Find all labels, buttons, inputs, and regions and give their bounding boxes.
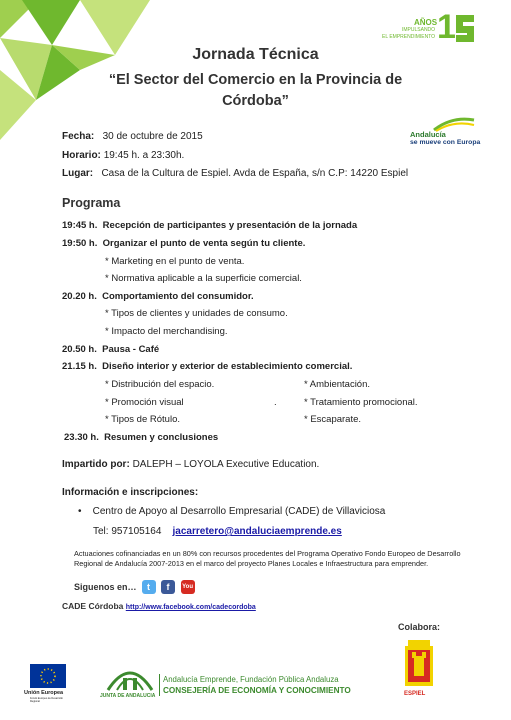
- programa-text: Diseño interior y exterior de establecimiento comercial.: [102, 361, 353, 372]
- lugar-value: Casa de la Cultura de Espiel. Avda de España, s/n C.P: 14220 Espiel: [101, 168, 409, 179]
- impartido-value: DALEPH – LOYOLA Executive Education.: [132, 459, 320, 470]
- programa-row-2: [62, 238, 305, 249]
- bullet-dot: •: [78, 506, 82, 517]
- junta-logo: [100, 660, 160, 704]
- anos-zero-shape: [454, 12, 476, 44]
- colabora-label: Colabora:: [398, 622, 441, 632]
- cofinanciadas-line2: Regional de Andalucía 2007-2013 en el marco del proyecto Planes Locales e Infraestructura para emprender.: [74, 558, 429, 568]
- horario-row: [62, 150, 184, 161]
- andalucia-logo-line1: Andalucía: [410, 130, 446, 139]
- programa-bullet: * Distribución del espacio.: [105, 379, 215, 390]
- programa-time: 23.30 h.: [64, 432, 99, 443]
- impartido-row: [62, 459, 319, 470]
- ae-line2: CONSEJERÍA DE ECONOMÍA Y CONOCIMIENTO: [163, 686, 351, 695]
- horario-label: Horario:: [62, 150, 101, 161]
- page-subtitle: [0, 70, 511, 112]
- andalucia-emprende-logo: [163, 675, 351, 695]
- programa-row-3: [62, 291, 254, 302]
- espiel-shield-icon: [402, 640, 436, 690]
- horario-value: 19:45 h. a 23:30h.: [103, 150, 185, 161]
- programa-row-1: [62, 220, 357, 231]
- fecha-value: 30 de octubre de 2015: [102, 131, 203, 142]
- programa-bullet: * Promoción visual: [105, 397, 184, 408]
- anos-label: AÑOS: [414, 18, 438, 27]
- anos-line1: IMPULSANDO: [402, 27, 436, 33]
- subtitle-line1: “El Sector del Comercio en la Provincia de: [108, 72, 403, 88]
- informacion-title: Información e inscripciones:: [62, 487, 199, 498]
- programa-bullet: * Tipos de clientes y unidades de consumo.: [105, 308, 288, 319]
- cofinanciadas-note: [74, 549, 504, 568]
- ae-line1: Andalucía Emprende, Fundación Pública Andaluza: [163, 675, 339, 684]
- programa-bullet: * Normativa aplicable a la superficie comercial.: [105, 273, 302, 284]
- lugar-row: [62, 168, 408, 179]
- programa-time: 19:50 h.: [62, 238, 98, 249]
- fecha-row: [62, 131, 203, 142]
- programa-bullet: * Impacto del merchandising.: [105, 326, 228, 337]
- ae-divider: [159, 674, 160, 696]
- programa-time: 20.20 h.: [62, 291, 97, 302]
- programa-time: 20.50 h.: [62, 344, 97, 355]
- informacion-centro: [78, 506, 385, 517]
- programa-title: Programa: [62, 196, 121, 210]
- programa-row-6: [64, 432, 218, 443]
- twitter-icon[interactable]: t: [142, 580, 156, 594]
- programa-text: Organizar el punto de venta según tu cliente.: [102, 238, 306, 249]
- cofinanciadas-line1: Actuaciones cofinanciadas en un 80% con recursos procedentes del Programa Operativo Fondo Europeo de Desarrollo: [74, 549, 461, 558]
- anos-big-1: 1: [437, 8, 456, 46]
- espiel-text: ESPIEL: [404, 691, 426, 697]
- anos-line2: EL EMPRENDIMIENTO: [382, 34, 436, 40]
- cade-facebook-link[interactable]: http://www.facebook.com/cadecordoba: [125, 604, 256, 611]
- programa-bullet: * Tratamiento promocional.: [304, 397, 418, 408]
- programa-row-5: [62, 361, 352, 372]
- eu-flag-icon: [30, 664, 66, 688]
- cade-label: CADE Córdoba: [62, 601, 124, 611]
- programa-time: 19:45 h.: [62, 220, 98, 231]
- programa-text: Recepción de participantes y presentación de la jornada: [102, 220, 358, 231]
- junta-text: JUNTA DE ANDALUCIA: [100, 693, 156, 699]
- informacion-contact: [93, 526, 342, 537]
- programa-bullet: * Escaparate.: [304, 414, 362, 425]
- programa-text: Pausa - Café: [102, 344, 160, 355]
- subtitle-line2: Córdoba”: [222, 93, 289, 109]
- siguenos-label: Siguenos en…: [74, 582, 137, 592]
- programa-bullet: * Ambientación.: [304, 379, 371, 390]
- programa-text: Resumen y conclusiones: [104, 432, 219, 443]
- eu-logo: [24, 664, 76, 706]
- cade-row: [62, 601, 256, 611]
- programa-row-4: [62, 344, 159, 355]
- eu-line1: Unión Europea: [24, 690, 64, 696]
- programa-time: 21.15 h.: [62, 361, 97, 372]
- programa-text: Comportamiento del consumidor.: [102, 291, 254, 302]
- programa-bullet: * Marketing en el punto de venta.: [105, 256, 245, 267]
- lugar-label: Lugar:: [62, 168, 94, 179]
- programa-bullet: * Tipos de Rótulo.: [105, 414, 180, 425]
- centro-text: Centro de Apoyo al Desarrollo Empresarial (CADE) de Villaviciosa: [92, 506, 386, 517]
- siguenos-row: [74, 580, 198, 594]
- andalucia-logo-line2: se mueve con Europa: [410, 139, 481, 146]
- espiel-logo: [400, 640, 438, 702]
- junta-emblem-icon: [105, 660, 155, 692]
- youtube-icon[interactable]: You: [181, 580, 195, 594]
- programa-stray-dot: .: [274, 397, 277, 408]
- andalucia-europa-logo: [410, 114, 481, 150]
- page-title: Jornada Técnica: [192, 46, 319, 63]
- eu-line2: Fondo Europeo de Desarrollo Regional: [30, 697, 63, 703]
- tel-text: Tel: 957105164: [93, 526, 162, 537]
- email-link[interactable]: jacarretero@andaluciaemprende.es: [172, 526, 342, 537]
- fecha-label: Fecha:: [62, 131, 95, 142]
- facebook-icon[interactable]: f: [161, 580, 175, 594]
- anos-logo: [380, 10, 480, 50]
- impartido-label: Impartido por:: [62, 459, 130, 470]
